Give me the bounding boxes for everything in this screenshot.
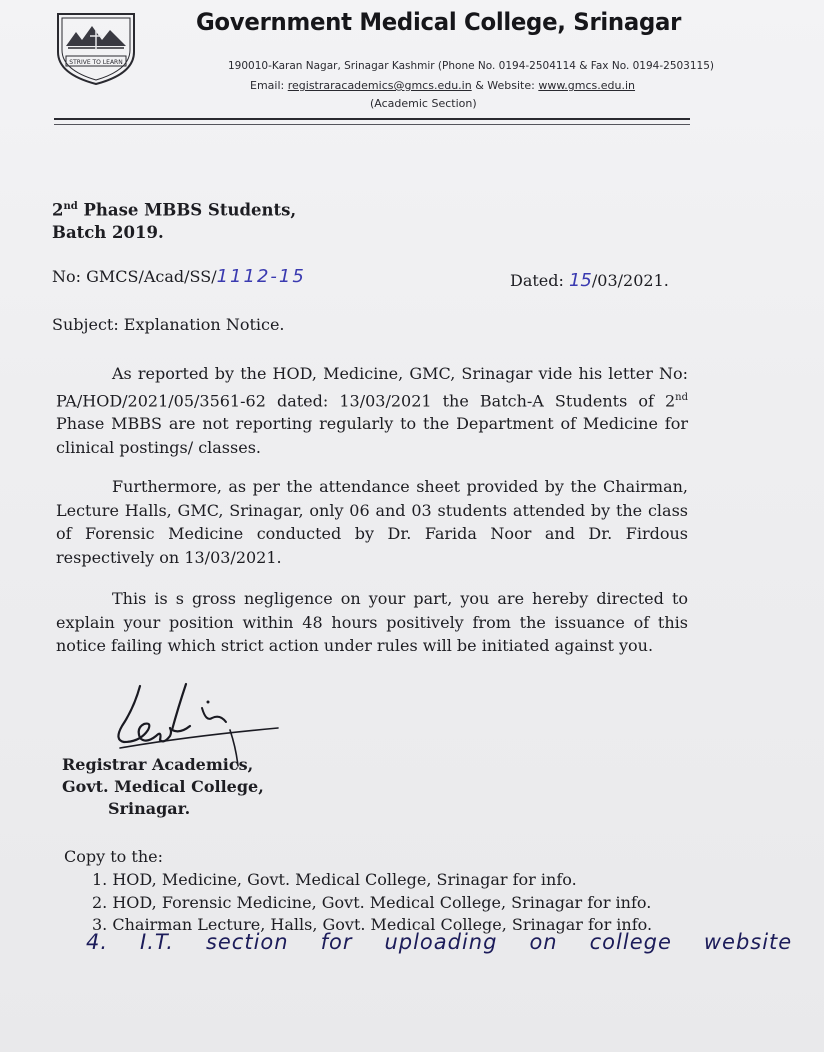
header-divider [54, 118, 690, 120]
logo-motto: STRIVE TO LEARN [69, 59, 123, 66]
email-link[interactable]: registraracademics@gmcs.edu.in [287, 79, 472, 92]
paragraph-3: This is s gross negligence on your part, you are hereby directed to explain your position within 48 hours positively from the issuance of this notice failing which strict action under rules will be initiated against you. [56, 589, 688, 655]
paragraph-1: As reported by the HOD, Medicine, GMC, Srinagar vide his letter No: PA/HOD/2021/05/3561-62 dated: 13/03/2021 the Batch-A Students of 2nd Phase MBBS are not reporting regularly to the Department of Medicine for clinical postings/ classes. [56, 364, 688, 457]
section-label: (Academic Section) [370, 97, 477, 110]
signatory-institution: Govt. Medical College, [62, 777, 264, 796]
reference-handwritten: 1112-15 [216, 266, 306, 287]
addressee [52, 196, 296, 244]
college-address: 190010-Karan Nagar, Srinagar Kashmir (Phone No. 0194-2504114 & Fax No. 0194-2503115) [228, 60, 714, 72]
header-divider-thin [54, 124, 690, 125]
copy-to-list [92, 869, 652, 937]
signatory-title: Registrar Academics, [62, 755, 254, 774]
reference-number [52, 266, 306, 287]
college-logo [52, 10, 140, 86]
contact-line [250, 79, 635, 92]
date-rest: /03/2021. [591, 271, 669, 290]
addressee-line2: Batch 2019. [52, 222, 164, 242]
website-link[interactable]: www.gmcs.edu.in [538, 79, 636, 92]
subject-line: Subject: Explanation Notice. [52, 315, 285, 334]
college-name: Government Medical College, Srinagar [196, 8, 682, 36]
email-prefix: Email: [250, 79, 288, 92]
handwritten-copy-item: 4. I.T. section for uploading on college website [86, 930, 793, 954]
date-line [510, 270, 669, 291]
signatory-block [62, 754, 264, 820]
date-handwritten: 15 [568, 270, 592, 291]
list-item: 2. HOD, Forensic Medicine, Govt. Medical College, Srinagar for info. [92, 892, 652, 912]
list-item: 1. HOD, Medicine, Govt. Medical College, Srinagar for info. [92, 870, 577, 889]
website-prefix: & Website: [471, 79, 539, 92]
copy-to-title: Copy to the: [64, 847, 163, 866]
date-label: Dated: [510, 271, 569, 290]
list-item: 3. Chairman Lecture, Halls, Govt. Medical College, Srinagar for info. [92, 915, 653, 934]
reference-label: No: GMCS/Acad/SS/ [52, 267, 217, 286]
signatory-city: Srinagar. [108, 799, 191, 818]
addressee-line1: 2nd Phase MBBS Students, [52, 200, 297, 220]
paragraph-2: Furthermore, as per the attendance sheet provided by the Chairman, Lecture Halls, GMC, Srinagar, only 06 and 03 students attended by the class of Forensic Medicine conducted by Dr. Farida Noor and Dr. Firdous respectively on 13/03/2021. [56, 477, 688, 567]
